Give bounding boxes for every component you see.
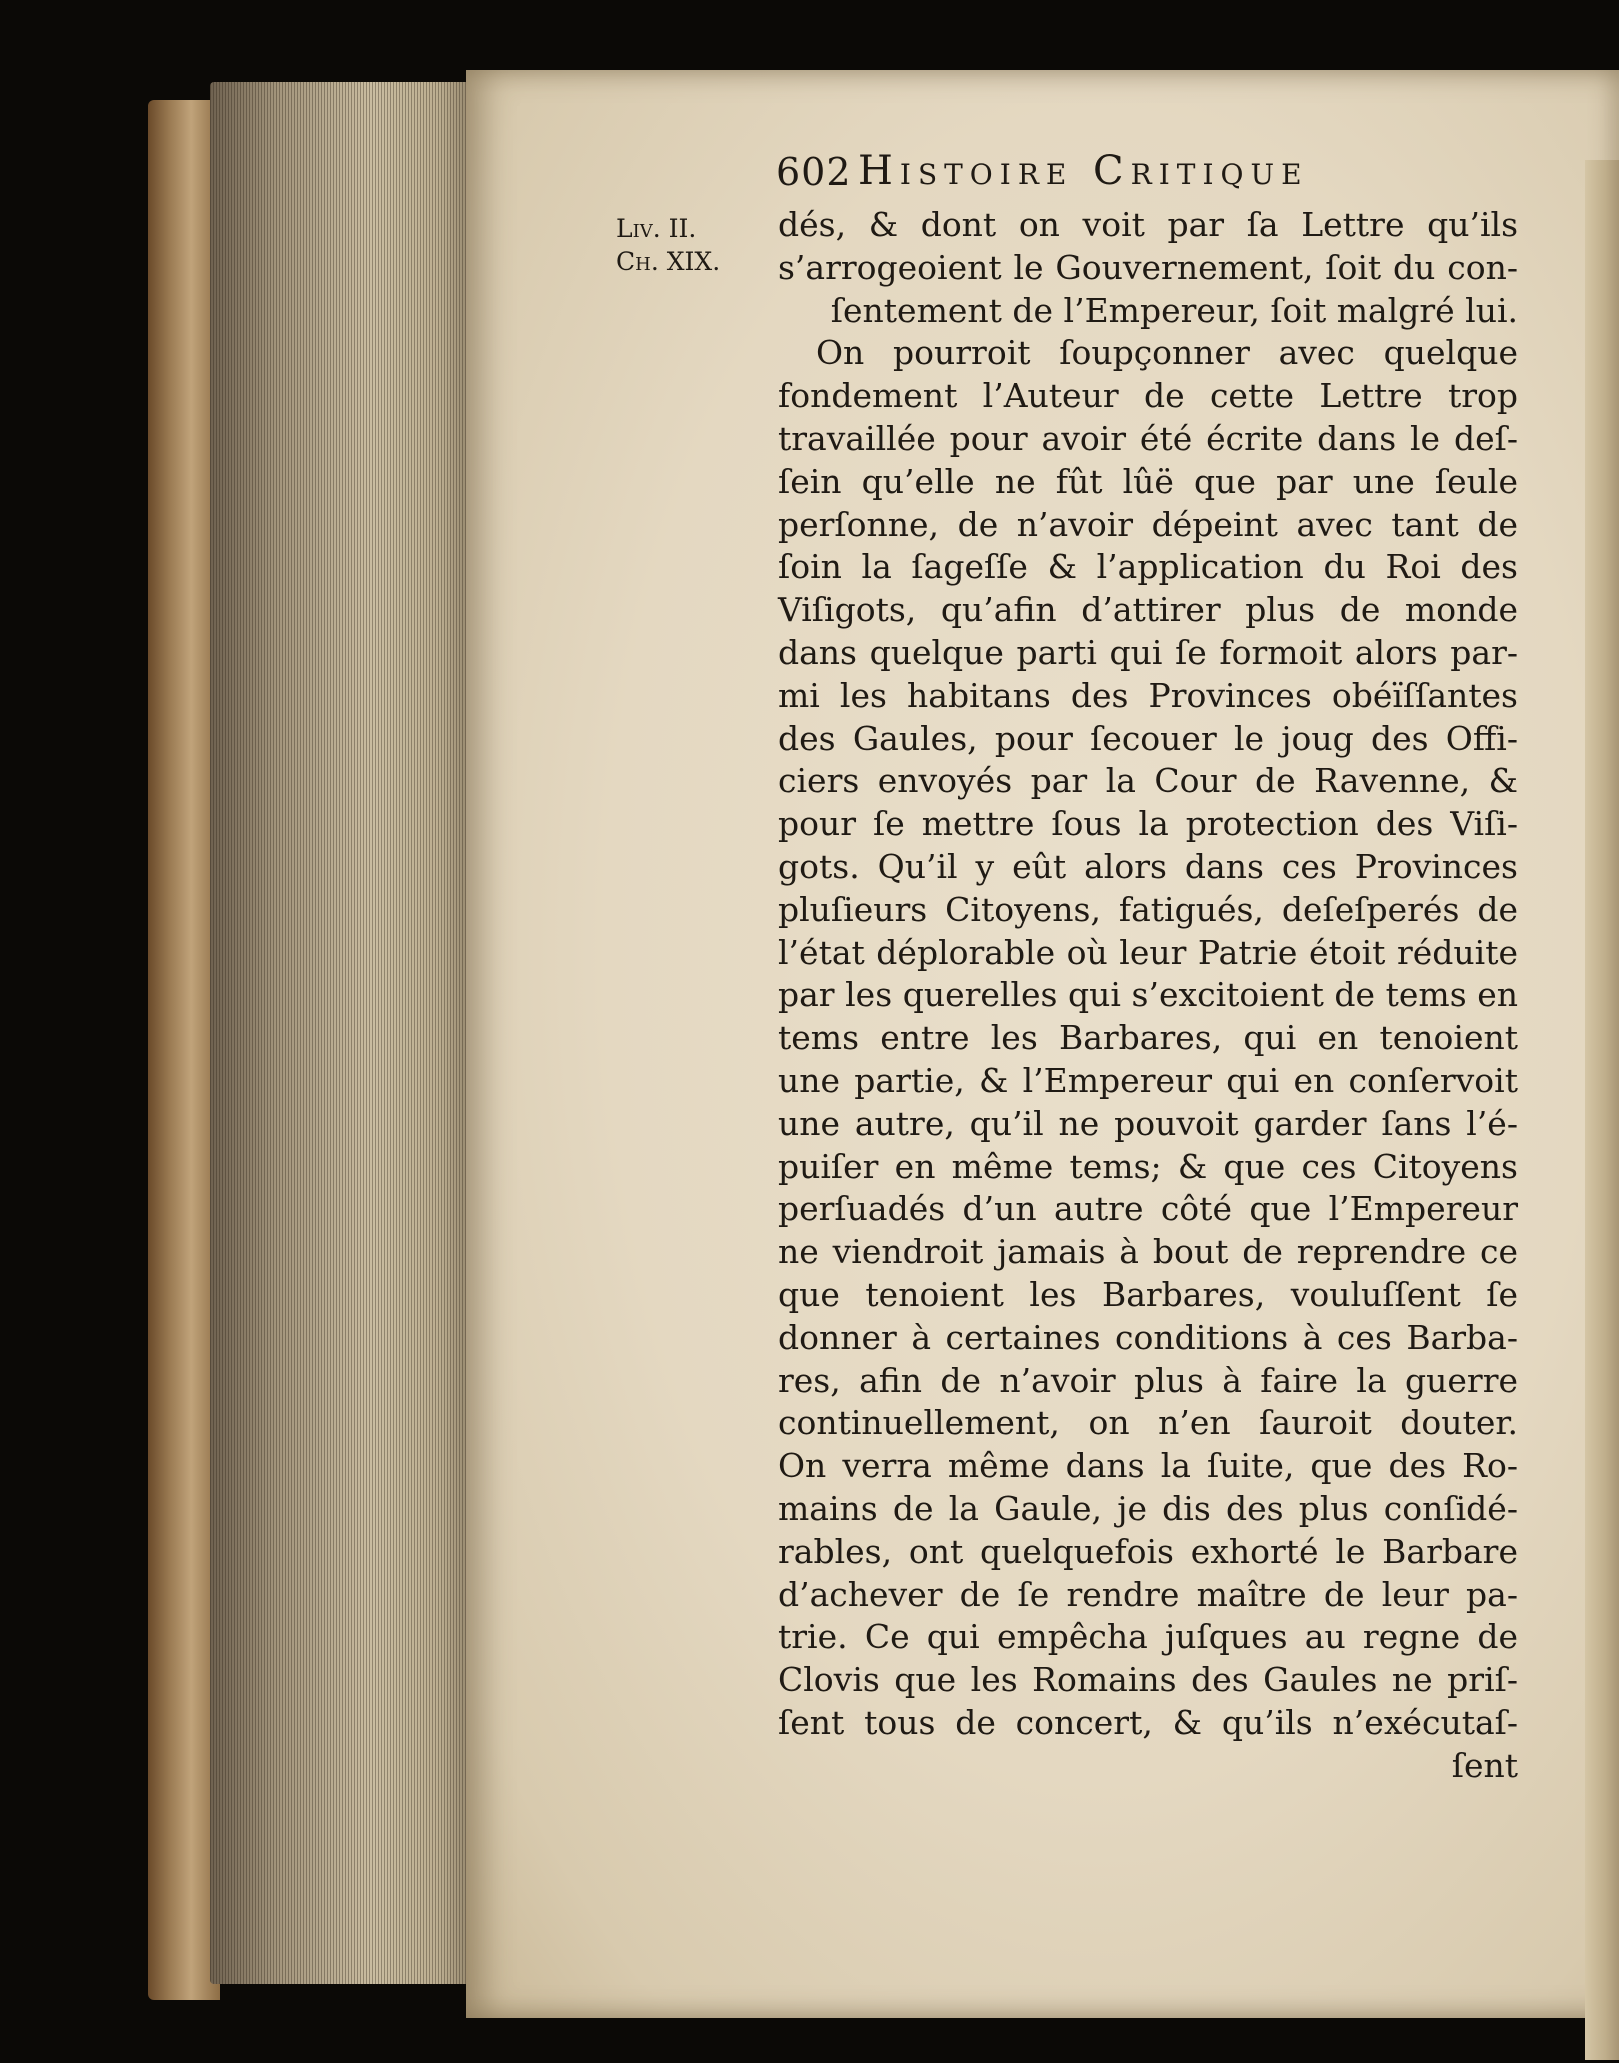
margin-note-chapter: Ch. XIX. [616, 247, 721, 276]
text-line: ſoin la ſageſſe & l’application du Roi des [778, 547, 1518, 587]
text-line: rables, ont quelquefois exhorté le Barbare [778, 1531, 1518, 1571]
text-line: mains de la Gaule, je dis des plus conſidé- [778, 1488, 1518, 1528]
text-line: une autre, qu’il ne pouvoit garder ſans l’é- [778, 1103, 1518, 1143]
text-line: trie. Ce qui empêcha juſques au regne de [778, 1617, 1518, 1657]
text-line: ſein qu’elle ne fût lûë que par une ſeule [778, 461, 1518, 501]
text-line: ciers envoyés par la Cour de Ravenne, & [778, 761, 1518, 801]
text-line: travaillée pour avoir été écrite dans le deſ- [778, 418, 1518, 458]
text-line: des Gaules, pour ſecouer le joug des Offi- [778, 718, 1518, 758]
text-line: pour ſe mettre ſous la protection des Viſi- [778, 804, 1518, 844]
text-line: perſuadés d’un autre côté que l’Empereur [778, 1189, 1518, 1229]
text-line: s’arrogeoient le Gouvernement, ſoit du con- [778, 247, 1518, 287]
text-line: perſonne, de n’avoir dépeint avec tant de [778, 504, 1518, 544]
catchword: ſent [1451, 1745, 1518, 1785]
text-line: pluſieurs Citoyens, fatigués, deſeſperés de [778, 889, 1518, 929]
text-line: une partie, & l’Empereur qui en conſervoit [778, 1060, 1518, 1100]
text-line: ſentement de l’Empereur, ſoit malgré lui. [830, 290, 1518, 330]
running-head: Histoire Critique [858, 148, 1309, 194]
text-line: tems entre les Barbares, qui en tenoient [778, 1018, 1518, 1058]
text-line: dés, & dont on voit par ſa Lettre qu’ils [778, 205, 1518, 244]
text-line: puiſer en même tems; & que ces Citoyens [778, 1146, 1518, 1186]
text-line: l’état déplorable où leur Patrie étoit réduite [778, 932, 1518, 972]
text-line: On pourroit ſoupçonner avec quelque [816, 333, 1518, 373]
text-line: On verra même dans la ſuite, que des Ro- [778, 1446, 1518, 1486]
text-line: que tenoient les Barbares, vouluſſent ſe [778, 1274, 1518, 1314]
text-line: gots. Qu’il y eût alors dans ces Provinces [778, 846, 1518, 886]
text-line: donner à certaines conditions à ces Barba- [778, 1317, 1518, 1357]
text-line: par les querelles qui s’excitoient de tems en [778, 975, 1518, 1015]
text-line: continuellement, on n’en ſauroit douter. [778, 1403, 1518, 1443]
text-line: Viſigots, qu’afin d’attirer plus de monde [778, 590, 1518, 630]
text-line: mi les habitans des Provinces obéïſſantes [778, 675, 1518, 715]
margin-note-book: Liv. II. [616, 214, 697, 243]
gutter-shadow [1585, 160, 1619, 2060]
text-line: dans quelque parti qui ſe formoit alors par- [778, 632, 1518, 672]
text-line: ſent tous de concert, & qu’ils n’exécutaſ- [778, 1702, 1518, 1742]
page-edges-stack [210, 82, 480, 1984]
text-line: d’achever de ſe rendre maître de leur pa- [778, 1574, 1518, 1614]
body-text [778, 204, 1518, 1787]
text-line: res, afin de n’avoir plus à faire la guerre [778, 1360, 1518, 1400]
text-line: fondement l’Auteur de cette Lettre trop [778, 376, 1518, 416]
text-line: Clovis que les Romains des Gaules ne priſ- [778, 1660, 1518, 1700]
page-number: 602 [776, 150, 852, 194]
text-line: ne viendroit jamais à bout de reprendre ce [778, 1232, 1518, 1272]
margin-note [616, 212, 720, 278]
